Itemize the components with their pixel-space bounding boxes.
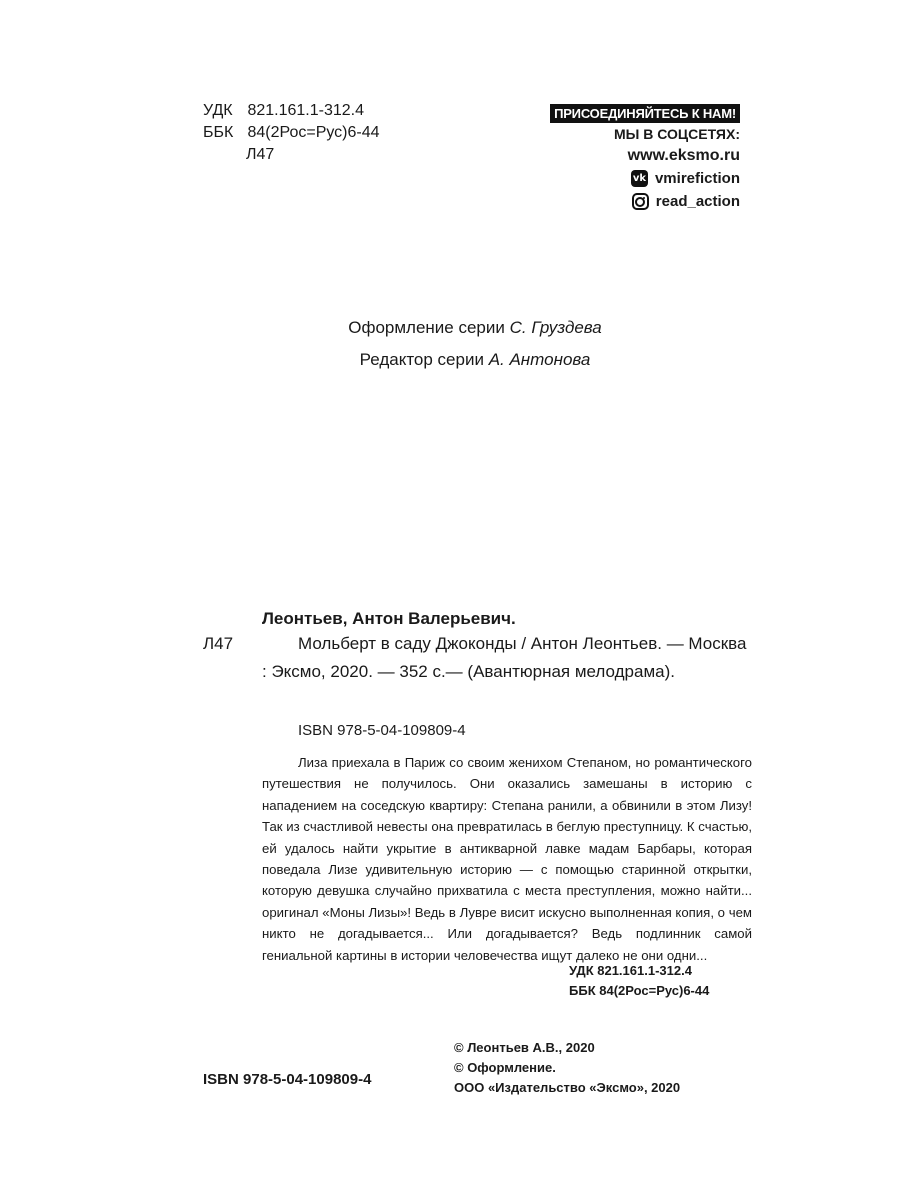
social-block xyxy=(550,104,740,213)
record-isbn: ISBN 978-5-04-109809-4 xyxy=(298,722,466,739)
series-credits xyxy=(0,312,900,376)
udk-line xyxy=(203,100,380,122)
annotation: Лиза приехала в Париж со своим женихом Степаном, но романтического путешествия не получилось. Они оказались замешаны в историю с нападением на соседскую квартиру: Степана ранили, а обвинили в этом Лизу! Так из счастливой невесты она превратилась в беглую преступницу. К счастью, ей удалось найти укрытие в антикварной лавке мадам Барбары, которая поведала Лизе удивительную историю — с помощью старинной открытки, которую девушка случайно прихватила с места преступления, можно найти... оригинал «Моны Лизы»! Ведь в Лувре висит искусно выполненная копия, о чем никто не догадывается... Или догадывается? Ведь подлинник самой гениальной картины в истории человечества ищут далеко не они одни... xyxy=(262,755,752,963)
social-networks-label: МЫ В СОЦСЕТЯХ: xyxy=(613,126,740,142)
record-author: Леонтьев, Антон Валерьевич. xyxy=(262,609,516,628)
copyright-block xyxy=(454,1038,680,1098)
instagram-handle: read_action xyxy=(655,193,740,210)
record-mark: Л47 xyxy=(203,634,234,653)
site-link[interactable]: www.eksmo.ru xyxy=(627,147,740,164)
author-mark: Л47 xyxy=(246,146,275,163)
bbk-line xyxy=(203,122,380,144)
record-bbk: ББК 84(2Рос=Рус)6-44 xyxy=(569,983,710,998)
instagram-icon xyxy=(632,193,649,210)
vk-link[interactable] xyxy=(550,167,740,190)
copyright-publisher: ООО «Издательство «Эксмо», 2020 xyxy=(454,1080,681,1095)
record-udk: УДК 821.161.1-312.4 xyxy=(569,963,692,978)
design-credit xyxy=(0,312,900,344)
bbk-label: ББК xyxy=(203,124,234,141)
copyright-design: © Оформление. xyxy=(454,1060,556,1075)
instagram-link[interactable] xyxy=(550,190,740,213)
join-banner: ПРИСОЕДИНЯЙТЕСЬ К НАМ! xyxy=(550,104,740,123)
design-name: С. Груздева xyxy=(509,318,602,337)
classification-block xyxy=(203,100,380,166)
udk-value: 821.161.1-312.4 xyxy=(247,102,364,119)
bbk-value: 84(2Рос=Рус)6-44 xyxy=(247,124,380,141)
design-label: Оформление серии xyxy=(348,318,505,337)
vk-icon: vk xyxy=(631,170,648,187)
udk-label: УДК xyxy=(203,102,233,119)
record-classification xyxy=(569,961,709,1001)
editor-credit xyxy=(0,344,900,376)
editor-name: А. Антонова xyxy=(488,350,591,369)
description-text: Мольберт в саду Джоконды / Антон Леонтьев. — Москва : Эксмо, 2020. — 352 с.— (Авантюрная мелодрама). xyxy=(262,634,747,681)
footer-isbn: ISBN 978-5-04-109809-4 xyxy=(203,1071,372,1088)
editor-label: Редактор серии xyxy=(359,350,484,369)
copyright-author: © Леонтьев А.В., 2020 xyxy=(454,1040,595,1055)
vk-handle: vmirefiction xyxy=(654,170,740,187)
record-description xyxy=(262,630,752,686)
